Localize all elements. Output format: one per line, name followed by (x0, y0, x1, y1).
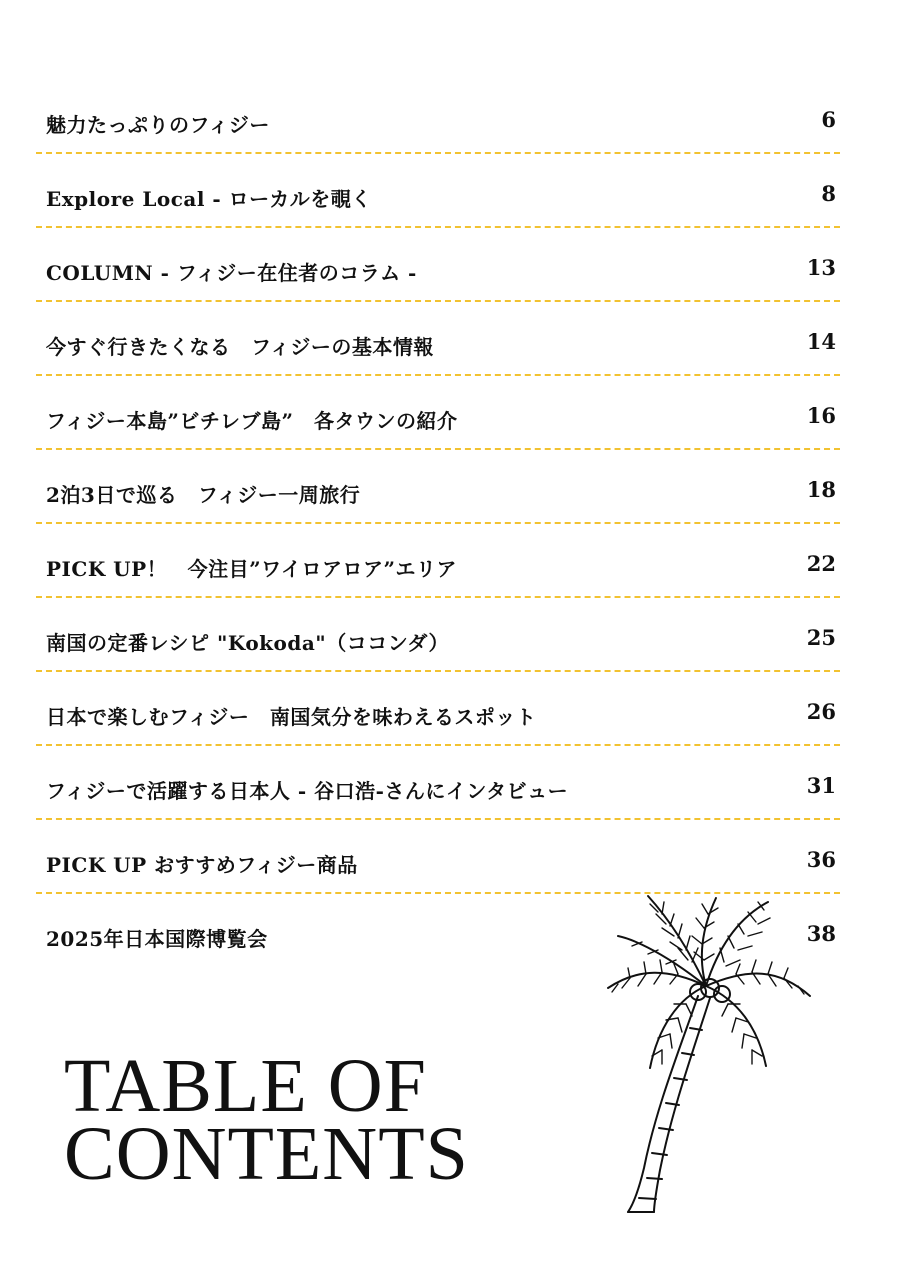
toc-entry-title: COLUMN - フィジー在住者のコラム - (46, 261, 417, 285)
toc-entry[interactable] (36, 598, 840, 672)
toc-entry-page: 18 (806, 477, 836, 502)
toc-entry-title: 今すぐ行きたくなる フィジーの基本情報 (46, 335, 434, 359)
toc-entry-title: 日本で楽しむフィジー 南国気分を味わえるスポット (46, 705, 537, 729)
toc-entry-title: PICK UP！ 今注目”ワイロアロア”エリア (46, 557, 458, 581)
toc-entry-title: 2025年日本国際博覧会 (46, 927, 268, 951)
toc-entry-page: 25 (806, 625, 836, 650)
toc-entry-title: 魅力たっぷりのフィジー (46, 113, 270, 137)
toc-entry-page: 14 (806, 329, 836, 354)
toc-entry[interactable] (36, 524, 840, 598)
toc-entry-title: 南国の定番レシピ "Kokoda"（ココンダ） (46, 631, 450, 655)
toc-entry-page: 36 (806, 847, 836, 872)
toc-entry-page: 38 (806, 921, 836, 946)
toc-entry-title: PICK UP おすすめフィジー商品 (46, 853, 358, 877)
toc-entry-page: 16 (806, 403, 836, 428)
toc-entry-page: 6 (821, 107, 836, 132)
toc-entry[interactable] (36, 450, 840, 524)
toc-entry-title: フィジーで活躍する日本人 - 谷口浩-さんにインタビュー (46, 779, 569, 803)
toc-entry[interactable] (36, 80, 840, 154)
toc-entry-title: 2泊3日で巡る フィジー一周旅行 (46, 483, 361, 507)
page-title-line-1: TABLE OF (64, 1044, 427, 1128)
toc-entry[interactable] (36, 302, 840, 376)
toc-entry-page: 22 (806, 551, 836, 576)
palm-tree-icon (598, 888, 816, 1218)
toc-entry-title: Explore Local - ローカルを覗く (46, 187, 372, 211)
page-title (64, 1044, 469, 1196)
toc-entry[interactable] (36, 672, 840, 746)
toc-entry[interactable] (36, 746, 840, 820)
toc-entry[interactable] (36, 376, 840, 450)
toc-entry-page: 26 (806, 699, 836, 724)
toc-entry[interactable] (36, 820, 840, 894)
toc-entry[interactable] (36, 228, 840, 302)
toc-entry[interactable] (36, 154, 840, 228)
toc-entry-page: 31 (806, 773, 836, 798)
table-of-contents (36, 80, 840, 966)
toc-entry-page: 13 (806, 255, 836, 280)
page-title-line-2: CONTENTS (64, 1112, 469, 1196)
toc-entry-page: 8 (821, 181, 836, 206)
toc-entry-title: フィジー本島”ビチレブ島” 各タウンの紹介 (46, 409, 458, 433)
